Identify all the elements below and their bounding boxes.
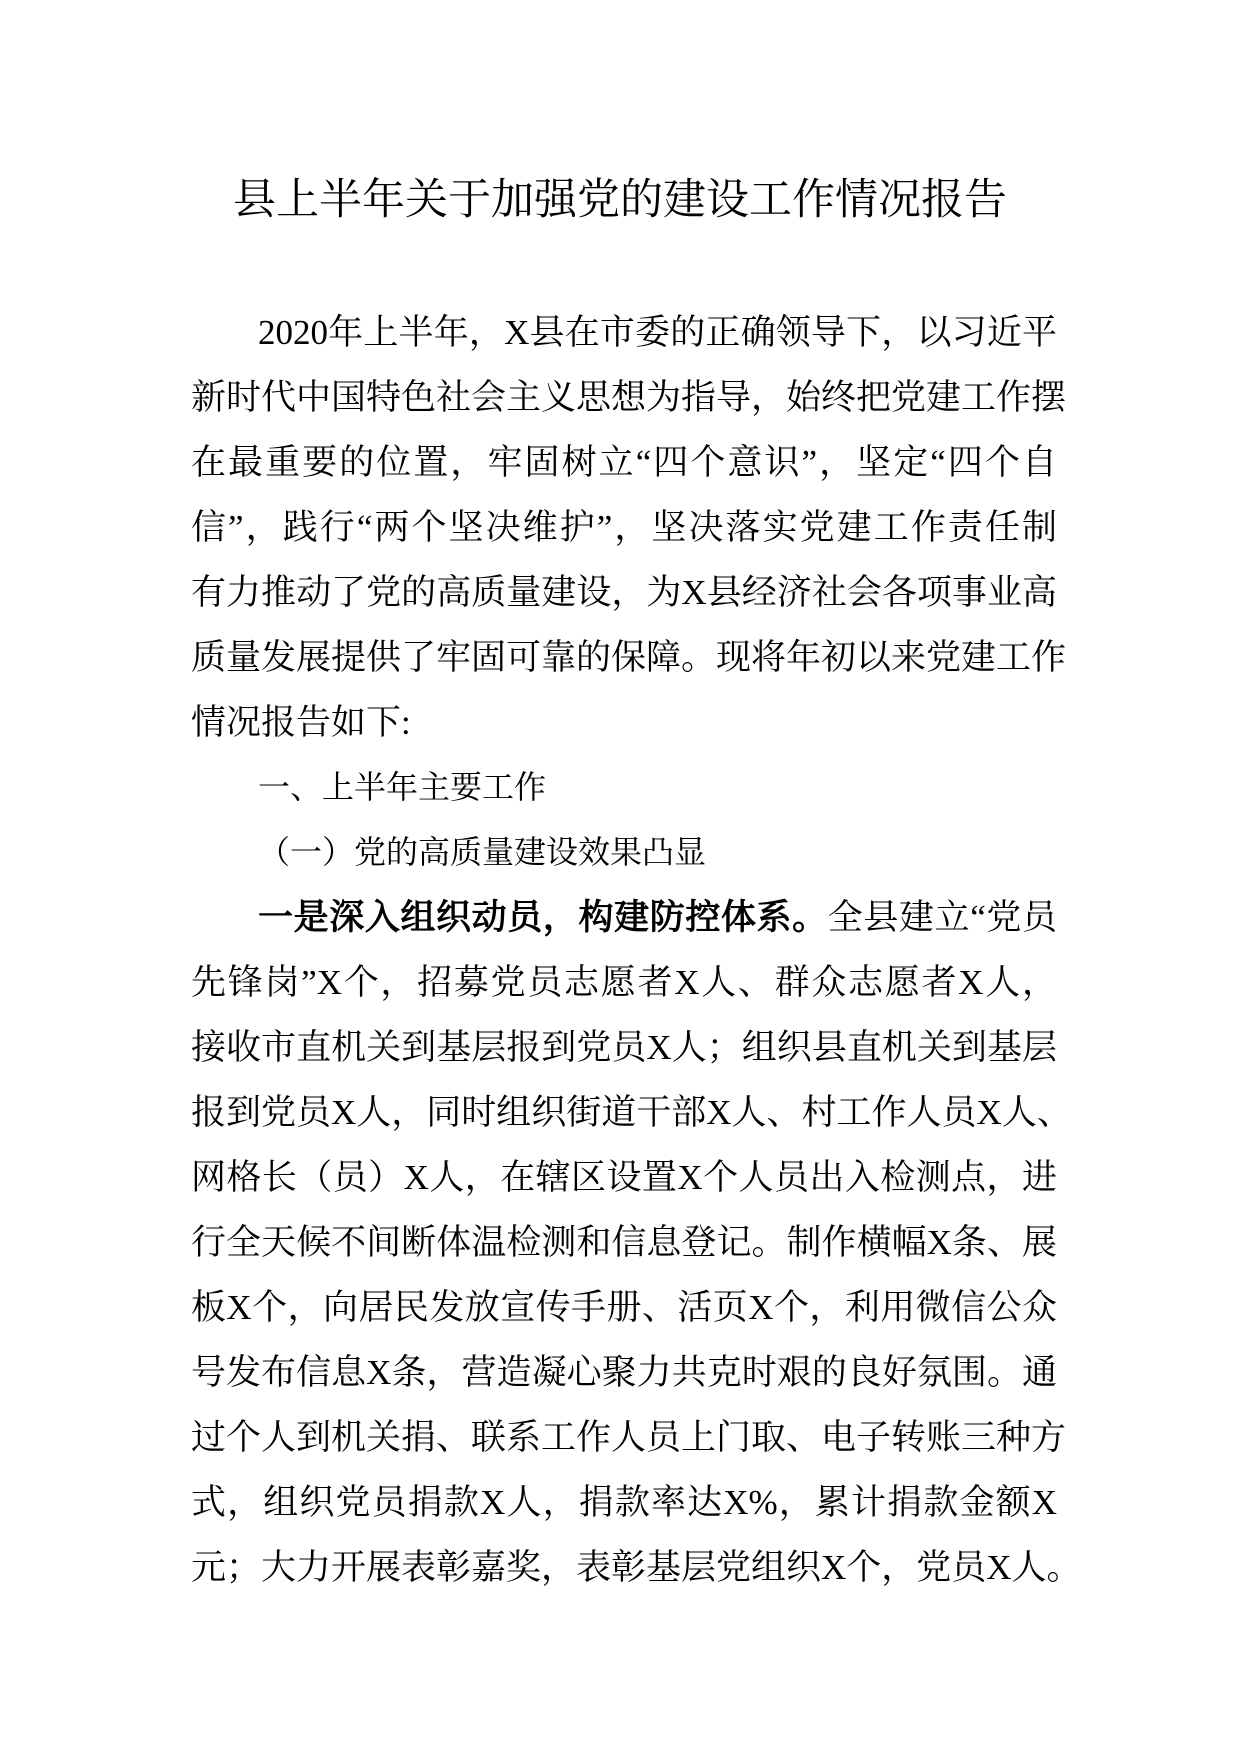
heading-level-1: 一、上半年主要工作 (258, 768, 547, 806)
paragraph-line: 先锋岗”X个，招募党员志愿者X人、群众志愿者X人， (191, 963, 1057, 1002)
bold-lead-sentence: 一是深入组织动员，构建防控体系。 (258, 898, 828, 938)
paragraph-line: 号发布信息X条，营造凝心聚力共克时艰的良好氛围。通 (191, 1353, 1057, 1392)
document-body (191, 300, 1082, 1600)
paragraph-line: 网格长（员）X人，在辖区设置X个人员出入检测点，进 (191, 1158, 1057, 1197)
paragraph-line: 信”，践行“两个坚决维护”，坚决落实党建工作责任制 (191, 508, 1057, 547)
paragraph-line: 式，组织党员捐款X人，捐款率达X%，累计捐款金额X (191, 1483, 1057, 1522)
paragraph-line: 有力推动了党的高质量建设，为X县经济社会各项事业高 (191, 573, 1057, 612)
paragraph-line: 过个人到机关捐、联系工作人员上门取、电子转账三种方 (191, 1418, 1067, 1457)
line-text: 全县建立“党员 (827, 898, 1057, 937)
paragraph-line: 情况报告如下: (191, 703, 411, 742)
paragraph-line: 在最重要的位置，牢固树立“四个意识”，坚定“四个自 (191, 443, 1057, 482)
paragraph-line: 报到党员X人，同时组织街道干部X人、村工作人员X人、 (191, 1093, 1072, 1132)
paragraph-line: 接收市直机关到基层报到党员X人；组织县直机关到基层 (191, 1028, 1057, 1067)
section-paragraph (191, 885, 1082, 1600)
paragraph-line: 2020年上半年，X县在市委的正确领导下，以习近平 (258, 313, 1057, 352)
paragraph-line (191, 885, 1057, 950)
paragraph-line: 板X个，向居民发放宣传手册、活页X个，利用微信公众 (191, 1288, 1057, 1327)
heading-level-2: （一）党的高质量建设效果凸显 (258, 833, 707, 871)
intro-paragraph (191, 300, 1067, 755)
paragraph-line: 质量发展提供了牢固可靠的保障。现将年初以来党建工作 (191, 638, 1067, 677)
paragraph-line: 元；大力开展表彰嘉奖，表彰基层党组织X个，党员X人。 (191, 1548, 1082, 1587)
paragraph-line: 行全天候不间断体温检测和信息登记。制作横幅X条、展 (191, 1223, 1057, 1262)
document-title: 县上半年关于加强党的建设工作情况报告 (233, 175, 1007, 225)
paragraph-line: 新时代中国特色社会主义思想为指导，始终把党建工作摆 (191, 378, 1067, 417)
